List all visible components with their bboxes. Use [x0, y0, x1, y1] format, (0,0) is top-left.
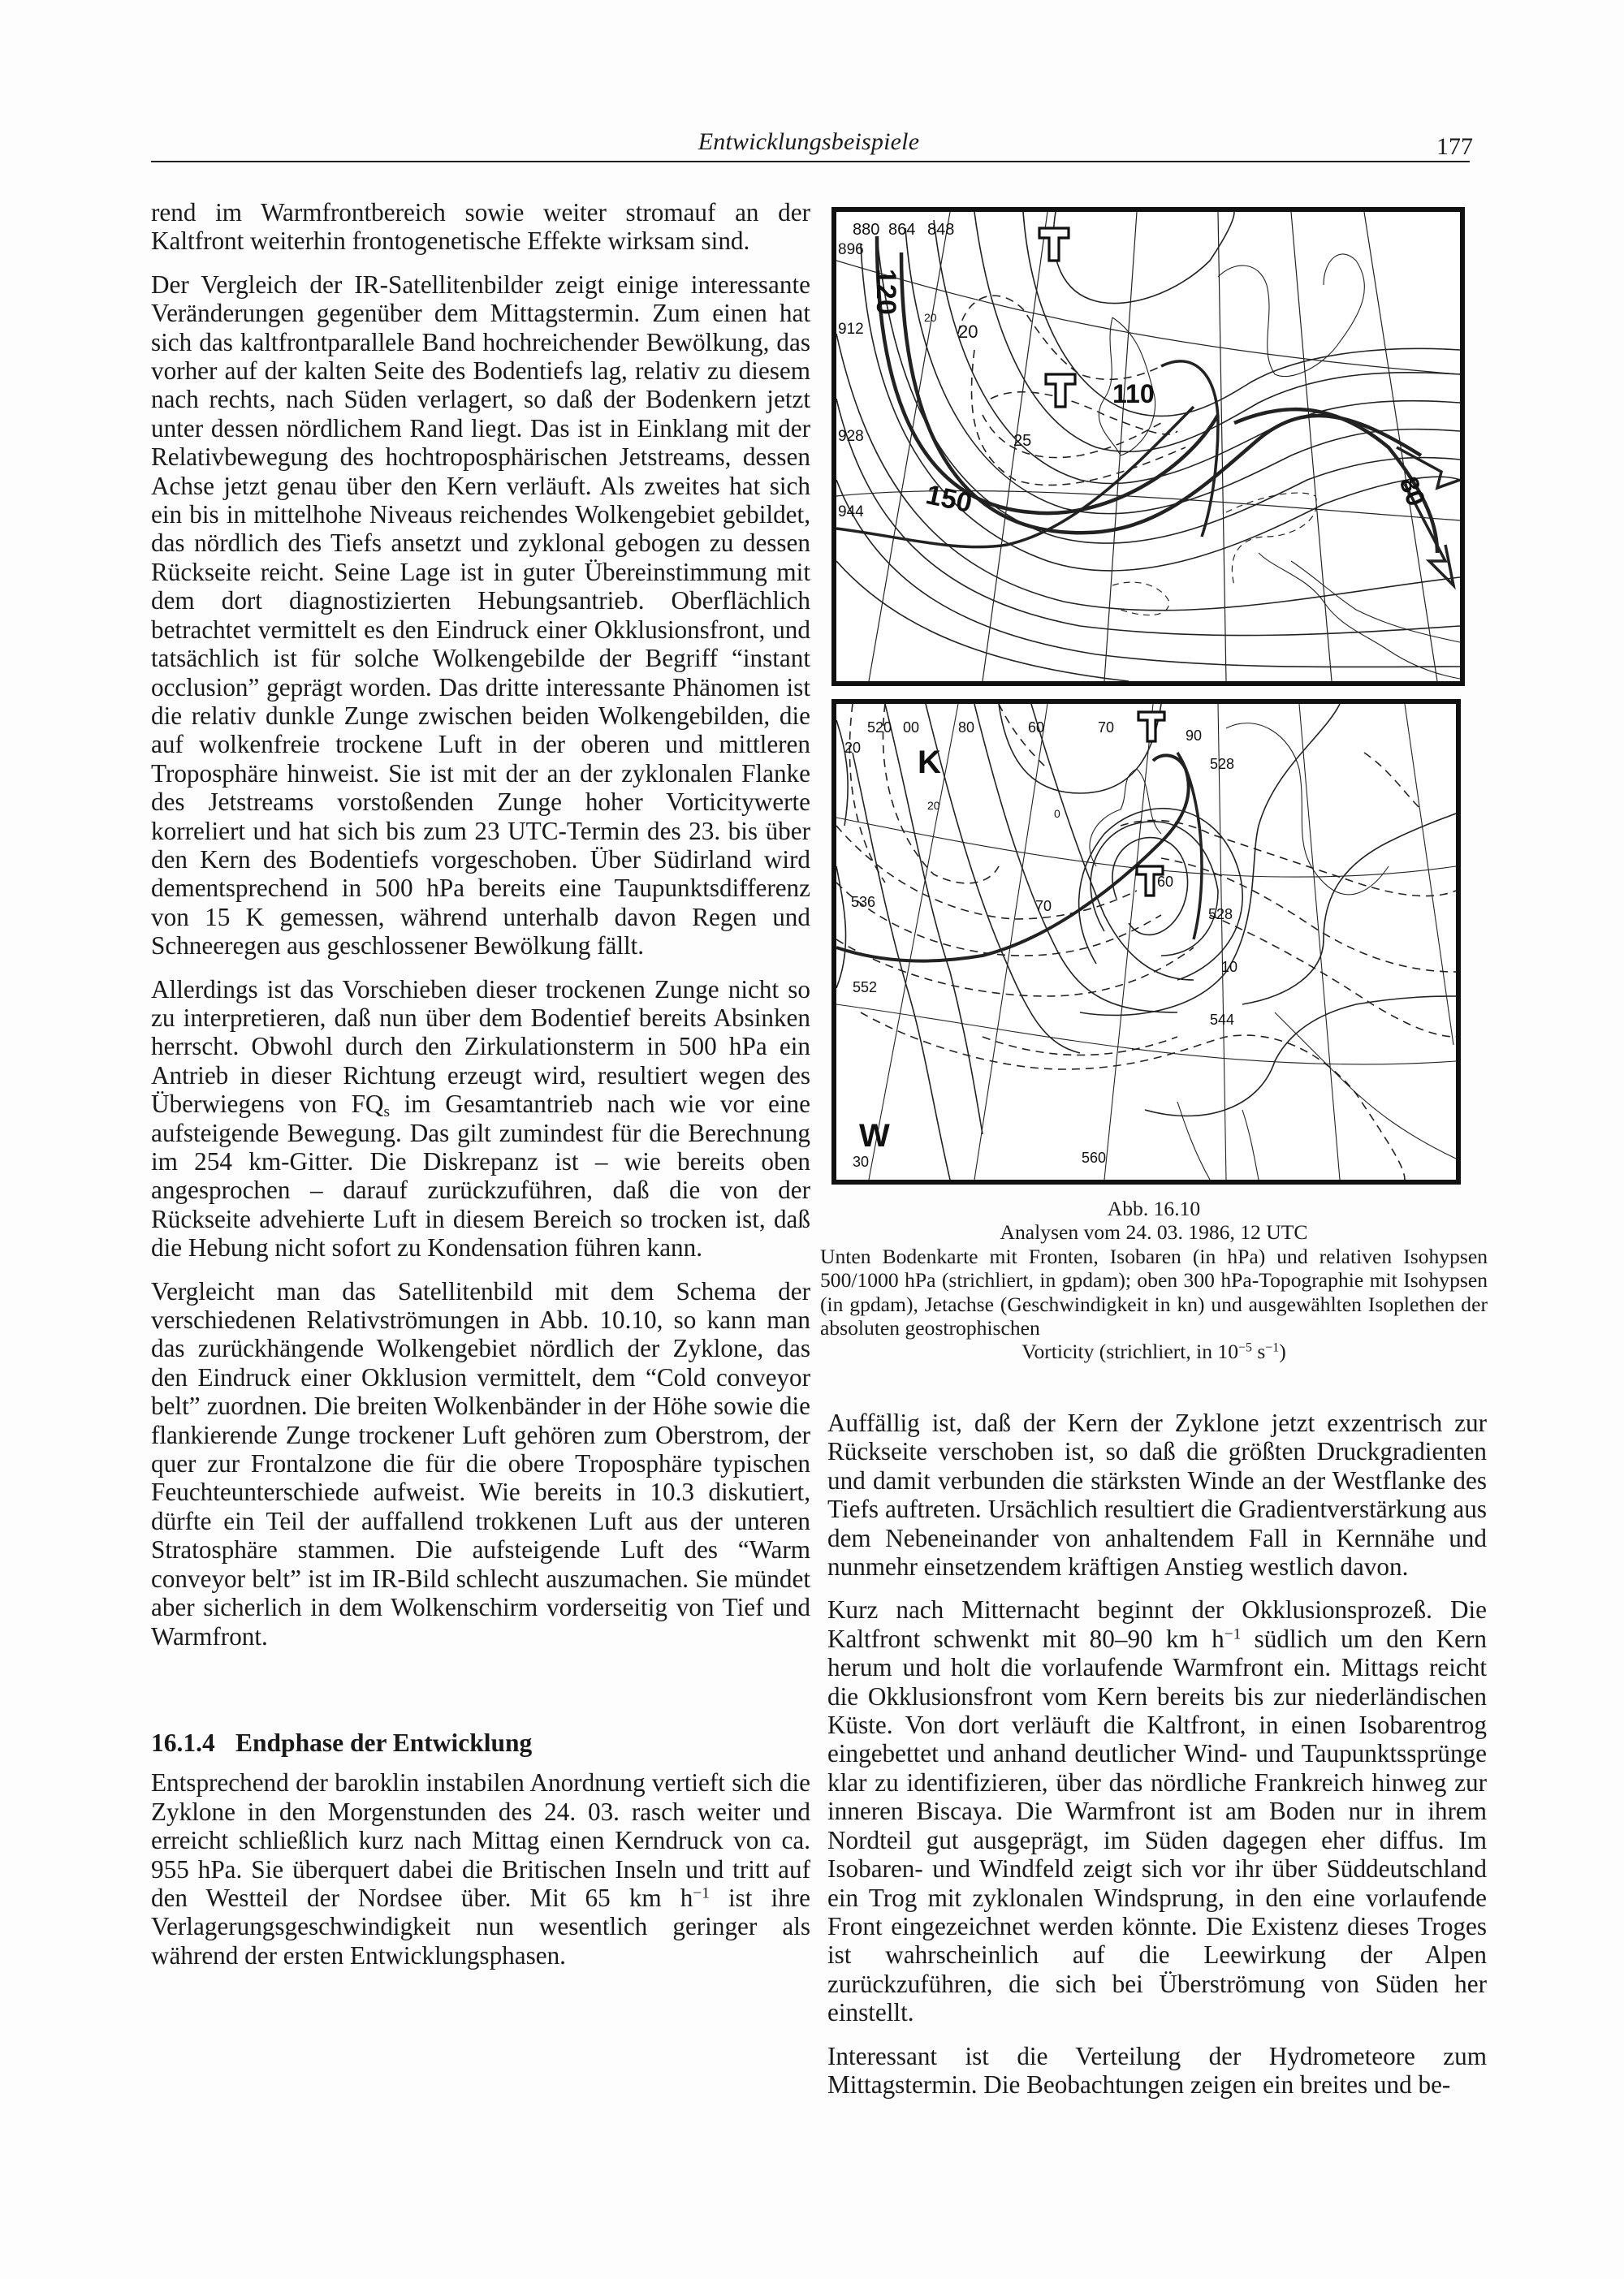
svg-text:W: W — [859, 1118, 890, 1154]
svg-text:912: 912 — [838, 321, 864, 338]
svg-text:70: 70 — [1035, 898, 1052, 914]
svg-text:K: K — [918, 745, 941, 780]
svg-text:20: 20 — [924, 311, 937, 324]
svg-text:20: 20 — [927, 799, 940, 812]
svg-text:70: 70 — [1098, 719, 1115, 736]
paragraph-text: Kurz nach Mitternacht beginnt der Okklusionsprozeß. Die Kaltfront schwenkt mit 80–90 km h — [827, 1595, 1487, 1653]
svg-text:928: 928 — [838, 428, 864, 445]
svg-text:120: 120 — [870, 269, 901, 315]
caption-text: ) — [1279, 1340, 1286, 1364]
svg-text:80: 80 — [958, 719, 975, 736]
paragraph-text: ist ihre Verlagerungsgeschwindigkeit nun wesentlich geringer als während der ersten Entwicklungsphasen. — [151, 1883, 810, 1970]
paragraph-text: Entsprechend der baroklin instabilen Anordnung vertieft sich die Zyklone in den Morgenstunden des 24. 03. rasch weiter und erreicht schließlich kurz nach Mittag einen Kerndruck von ca. 955 hPa. Sie überquert dabei die Britischen Inseln und tritt auf den Westteil der Nordsee über. Mit 65 km h — [151, 1768, 810, 1912]
upper-air-map-graphic — [836, 212, 1460, 681]
superscript: −1 — [1265, 1340, 1280, 1355]
paragraph: Auffällig ist, daß der Kern der Zyklone jetzt exzentrisch zur Rückseite verschoben ist, so daß die größten Druckgradienten und damit verbunden die stärksten Winde an der Westflanke des Tiefs auftreten. Ursächlich resultiert die Gradientverstärkung aus dem Nebeneinander von anhaltendem Fall in Kernnähe und nunmehr einsetzendem kräftigen Anstieg westlich davon. — [827, 1409, 1487, 1582]
paragraph: rend im Warmfrontbereich sowie weiter stromauf an der Kaltfront weiterhin frontogenetische Effekte wirksam sind. — [151, 198, 810, 256]
svg-text:896: 896 — [838, 241, 864, 258]
figure-caption — [820, 1197, 1488, 1364]
paragraph-text: südlich um den Kern herum und holt die vorlaufende Warmfront ein. Mittags reicht die Okklusionsfront vom Kern bereits bis zur niederländischen Küste. Von dort verläuft die Kaltfront, in einen Isobarentrog eingebettet und anhand deutlicher Wind- und Taupunktssprünge klar zu identifizieren, über das nördliche Frankreich hinweg zur inneren Biscaya. Die Warmfront ist am Boden nur in ihrem Nordteil gut ausgeprägt, im Süden dagegen eher diffus. Im Isobaren- und Windfeld zeigt sich vor ihr über Süddeutschland ein Trog mit zyklonalen Windsprung, in den eine vorlaufende Front eingezeichnet werden könnte. Die Existenz dieses Troges ist wahrscheinlich auf die Leewirkung der Alpen zurückzuführen, die sich bei Überströmung von Süden her einstellt. — [827, 1624, 1487, 2027]
svg-text:10: 10 — [1221, 959, 1238, 975]
figure-number: Abb. 16.10 — [1107, 1197, 1201, 1220]
section-heading — [151, 1729, 810, 1757]
section-title: Endphase der Entwicklung — [235, 1728, 533, 1757]
subscript: s — [383, 1103, 390, 1121]
isohypse-label: 880 — [853, 221, 880, 239]
upper-air-map-300hpa — [831, 207, 1465, 686]
svg-text:110: 110 — [1112, 379, 1155, 408]
surface-analysis-map — [831, 699, 1461, 1185]
svg-text:90: 90 — [1186, 727, 1203, 744]
svg-text:20: 20 — [958, 322, 978, 342]
surface-map-graphic — [836, 704, 1456, 1180]
paragraph: Vergleicht man das Satellitenbild mit dem Schema der verschiedenen Relativströmungen in Abb. 10.10, so kann man das zurückhängende Wolkengebiet nördlich der Zyklone, das den Eindruck einer Okklusion vermittelt, dem “Cold conveyor belt” zuordnen. Die breiten Wolkenbänder in der Höhe sowie die flankierende Zunge trockener Luft gehören zum Oberstrom, der quer zur Frontalzone die für die obere Troposphäre typischen Feuchteunterschiede aufweist. Wie bereits in 10.3 diskutiert, dürfte ein Teil der auffallend trokkenen Luft aus der unteren Stratosphäre stammen. Die aufsteigende Luft des “Warm conveyor belt” ist im IR-Bild schlecht auszumachen. Sie mündet aber sicherlich in dem Wolkenschirm vorderseitig von Tief und Warmfront. — [151, 1276, 810, 1651]
caption-text: Vorticity (strichliert, in 10 — [1021, 1340, 1239, 1364]
svg-text:848: 848 — [927, 221, 955, 239]
figure-subtitle: Analysen vom 24. 03. 1986, 12 UTC — [1000, 1220, 1308, 1245]
svg-text:20: 20 — [844, 740, 862, 756]
left-column — [151, 198, 810, 1984]
svg-text:944: 944 — [838, 503, 864, 520]
paragraph: Interessant ist die Verteilung der Hydrometeore zum Mittagstermin. Die Beobachtungen zeigen ein breites und be- — [827, 2041, 1487, 2099]
svg-text:60: 60 — [1028, 719, 1045, 736]
svg-text:520: 520 — [867, 719, 892, 736]
svg-text:80: 80 — [1393, 473, 1432, 511]
svg-text:544: 544 — [1210, 1012, 1235, 1028]
svg-text:560: 560 — [1082, 1150, 1107, 1166]
superscript: −5 — [1238, 1340, 1252, 1355]
svg-text:528: 528 — [1210, 756, 1235, 772]
svg-text:00: 00 — [903, 719, 920, 736]
paragraph: Der Vergleich der IR-Satellitenbilder zeigt einige interessante Veränderungen gegenüber dem Mittagstermin. Zum einen hat sich das kaltfrontparallele Band hochreichender Bewölkung, das vorher auf der kalten Seite des Bodentiefs lag, relativ zu diesem nach rechts, nach Süden verlagert, so daß der Bodenkern jetzt unter dessen nördlichem Rand liegt. Das ist in Einklang mit der Relativbewegung des hochtroposphärischen Jetstreams, dessen Achse jetzt genau über den Kern verläuft. Als zweites hat sich ein bis in mittelhohe Niveaus reichendes Wolkengebiet gebildet, das nördlich des Tiefs ansetzt und zyklonal gebogen zu dessen Rückseite reicht. Seine Lage ist in guter Übereinstimmung mit dem dort diagnostizierten Hebungsantrieb. Oberflächlich betrachtet vermittelt es den Eindruck einer Okklusionsfront, und tatsächlich ist für solche Wolkengebilde der Begriff “instant occlusion” geprägt worden. Das dritte interessante Phänomen ist die relativ dunkle Zunge zwischen beiden Wolkengebilden, die auf wolkenfreie trockene Luft in der oberen und mittleren Troposphäre hinweist. Sie ist mit der an der zyklonalen Flanke des Jetstreams vorstoßenden Zunge hoher Vorticitywerte korreliert und hat sich bis zum 23 UTC-Termin des 23. bis über den Kern des Bodentiefs vorgeschoben. Über Südirland wird dementsprechend in 500 hPa bereits eine Taupunktsdifferenz von 15 K gemessen, während unterhalb davon Regen und Schneeregen aus geschlossener Bewölkung fällt. — [151, 270, 810, 960]
paragraph-text: Allerdings ist das Vorschieben dieser trockenen Zunge nicht so zu interpretieren, daß nun über dem Bodentief bereits Absinken herrscht. Obwohl durch den Zirkulationsterm in 500 hPa ein Antrieb in dieser Richtung erzeugt wird, resultiert wegen des Überwiegens von FQ — [151, 974, 810, 1119]
section-number: 16.1.4 — [151, 1728, 215, 1757]
svg-text:60: 60 — [1157, 874, 1174, 890]
svg-text:150: 150 — [922, 479, 975, 520]
superscript: −1 — [693, 1884, 710, 1902]
svg-text:528: 528 — [1208, 906, 1233, 922]
svg-text:30: 30 — [853, 1154, 870, 1170]
paragraph — [827, 1595, 1487, 2026]
running-header — [151, 128, 1473, 161]
svg-text:0: 0 — [1054, 807, 1060, 820]
page-number: 177 — [1436, 133, 1473, 160]
figure-caption-body: Unten Bodenkarte mit Fronten, Isobaren (in hPa) und relativen Isohypsen 500/1000 hPa (strichliert, in gpdam); oben 300 hPa-Topographie mit Isohypsen (in gpdam), Jetachse (Geschwindigkeit in kn) und ausgewählten Isoplethen der absoluten geostrophischen — [820, 1244, 1488, 1340]
svg-text:25: 25 — [1013, 432, 1032, 450]
header-rule — [151, 161, 1470, 162]
svg-text:536: 536 — [851, 894, 876, 910]
paragraph — [151, 1768, 810, 1970]
right-column — [827, 1409, 1487, 2113]
paragraph — [151, 975, 810, 1263]
figure-caption-last-line — [820, 1340, 1488, 1363]
caption-text: s — [1251, 1340, 1266, 1364]
superscript: −1 — [1224, 1625, 1242, 1643]
paragraph-text: im Gesamtantrieb nach wie vor eine aufsteigende Bewegung. Das gilt zumindest für die Berechnung im 254 km-Gitter. Die Diskrepanz ist – wie bereits oben angesprochen – darauf zurückzuführen, daß die von der Rückseite advehierte Luft in diesem Bereich so trocken ist, daß die Hebung nicht sofort zu Kondensation führen kann. — [151, 1090, 810, 1263]
running-title: Entwicklungsbeispiele — [698, 128, 920, 155]
svg-text:552: 552 — [853, 979, 878, 995]
svg-text:864: 864 — [888, 221, 916, 239]
